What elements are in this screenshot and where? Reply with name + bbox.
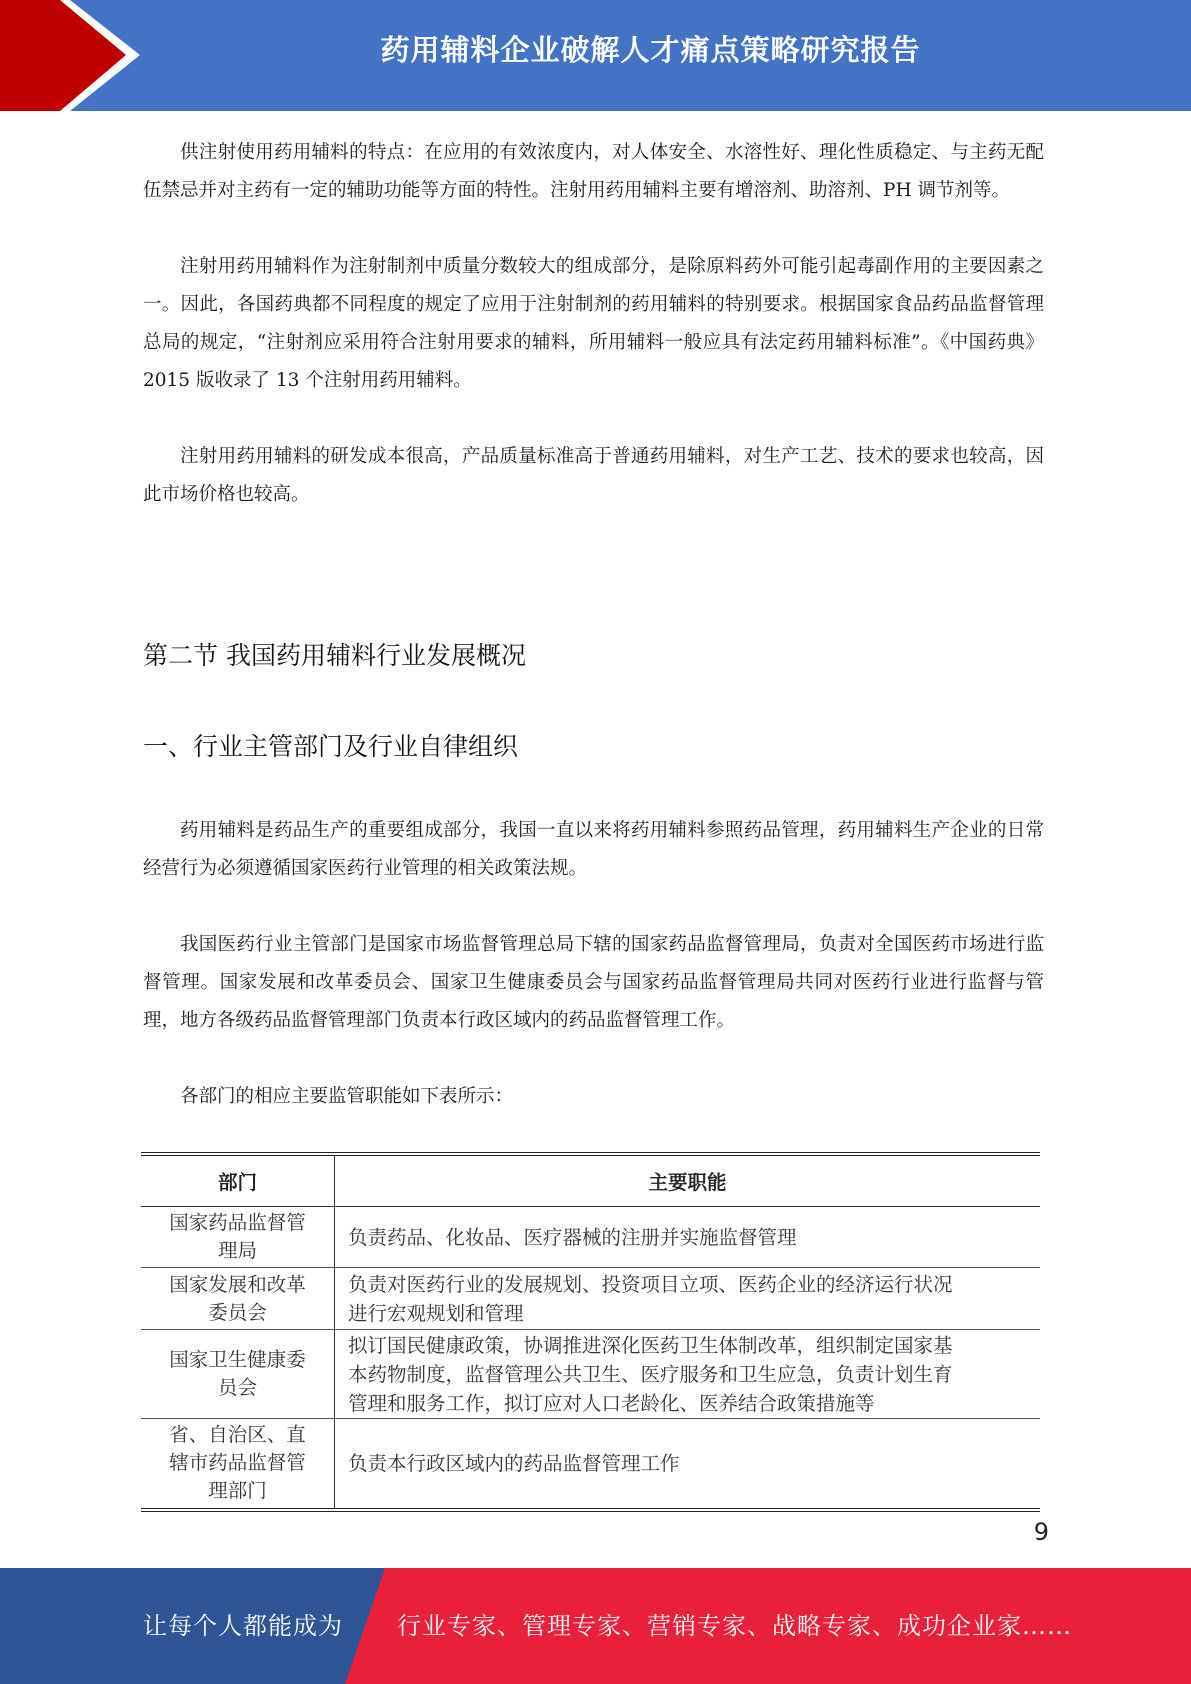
table-header-row bbox=[141, 1154, 1040, 1207]
paragraph-injection-requirements: 注射用药用辅料作为注射制剂中质量分数较大的组成部分，是除原料药外可能引起毒副作用的主要因素之一。因此，各国药典都不同程度的规定了应用于注射制剂的药用辅料的特别要求。根据国家食品药品监督管理总局的规定，“注射剂应采用符合注射用要求的辅料，所用辅料一般应具有法定药用辅料标准”。《中国药典》2015 版收录了 13 个注射用药用辅料。 bbox=[143, 256, 1044, 391]
paragraph-table-intro: 各部门的相应主要监管职能如下表所示： bbox=[180, 1086, 514, 1107]
department-line: 员会 bbox=[217, 1376, 257, 1399]
department-cell bbox=[141, 1207, 335, 1268]
department-line: 省、自治区、直 bbox=[169, 1423, 306, 1447]
column-header-department: 部门 bbox=[141, 1154, 335, 1207]
body-bottom bbox=[143, 812, 1044, 1116]
table-row bbox=[141, 1207, 1040, 1268]
section-heading: 第二节 我国药用辅料行业发展概况 bbox=[143, 641, 526, 670]
body-top bbox=[143, 134, 1044, 514]
function-line: 本药物制度，监督管理公共卫生、医疗服务和卫生应急，负责计划生育 bbox=[348, 1362, 953, 1386]
department-line: 国家药品监督管 bbox=[169, 1211, 306, 1234]
table-row bbox=[141, 1330, 1040, 1419]
department-line: 理部门 bbox=[208, 1479, 267, 1503]
department-line: 国家卫生健康委 bbox=[169, 1348, 306, 1371]
department-line: 辖市药品监督管 bbox=[169, 1451, 306, 1475]
header-chevron-decoration bbox=[0, 0, 160, 111]
department-line: 委员会 bbox=[208, 1300, 267, 1324]
footer-slogan-left: 让每个人都能成为 bbox=[143, 1612, 343, 1640]
function-line: 进行宏观规划和管理 bbox=[348, 1301, 524, 1325]
paragraph-regulatory-authorities: 我国医药行业主管部门是国家市场监督管理总局下辖的国家药品监督管理局，负责对全国医药市场进行监督管理。国家发展和改革委员会、国家卫生健康委员会与国家药品监督管理局共同对医药行业进行监督与管理，地方各级药品监督管理部门负责本行政区域内的药品监督管理工作。 bbox=[143, 934, 1044, 1031]
function-cell bbox=[335, 1330, 1041, 1419]
function-line: 负责药品、化妆品、医疗器械的注册并实施监督管理 bbox=[348, 1225, 797, 1249]
function-line: 管理和服务工作，拟订应对人口老龄化、医养结合政策措施等 bbox=[348, 1391, 875, 1415]
column-header-functions: 主要职能 bbox=[335, 1154, 1041, 1207]
page-number: 9 bbox=[1033, 1518, 1049, 1546]
footer-band bbox=[0, 1568, 1191, 1684]
department-cell bbox=[141, 1268, 335, 1330]
table-row bbox=[141, 1268, 1040, 1330]
department-cell bbox=[141, 1330, 335, 1419]
function-line: 拟订国民健康政策，协调推进深化医药卫生体制改革，组织制定国家基 bbox=[348, 1333, 953, 1357]
footer-slogan-right: 行业专家、管理专家、营销专家、战略专家、成功企业家…… bbox=[397, 1612, 1072, 1640]
paragraph-injection-features: 供注射使用药用辅料的特点：在应用的有效浓度内，对人体安全、水溶性好、理化性质稳定、与主药无配伍禁忌并对主药有一定的辅助功能等方面的特性。注射用药用辅料主要有增溶剂、助溶剂、PH 调节剂等。 bbox=[143, 142, 1044, 201]
function-line: 负责对医药行业的发展规划、投资项目立项、医药企业的经济运行状况 bbox=[348, 1272, 953, 1296]
function-cell bbox=[335, 1207, 1041, 1268]
subsection-heading: 一、行业主管部门及行业自律组织 bbox=[143, 732, 519, 761]
function-cell bbox=[335, 1268, 1041, 1330]
function-cell bbox=[335, 1419, 1041, 1510]
report-title: 药用辅料企业破解人才痛点策略研究报告 bbox=[380, 33, 921, 67]
paragraph-injection-cost: 注射用药用辅料的研发成本很高，产品质量标准高于普通药用辅料，对生产工艺、技术的要求也较高，因此市场价格也较高。 bbox=[143, 446, 1044, 505]
header-band bbox=[0, 0, 1191, 111]
paragraph-excipient-management: 药用辅料是药品生产的重要组成部分，我国一直以来将药用辅料参照药品管理，药用辅料生产企业的日常经营行为必须遵循国家医药行业管理的相关政策法规。 bbox=[143, 820, 1044, 879]
function-line: 负责本行政区域内的药品监督管理工作 bbox=[348, 1451, 680, 1475]
department-line: 国家发展和改革 bbox=[169, 1272, 306, 1296]
regulatory-functions-table bbox=[141, 1152, 1040, 1512]
department-cell bbox=[141, 1419, 335, 1510]
department-line: 理局 bbox=[217, 1239, 257, 1262]
table-row bbox=[141, 1419, 1040, 1510]
